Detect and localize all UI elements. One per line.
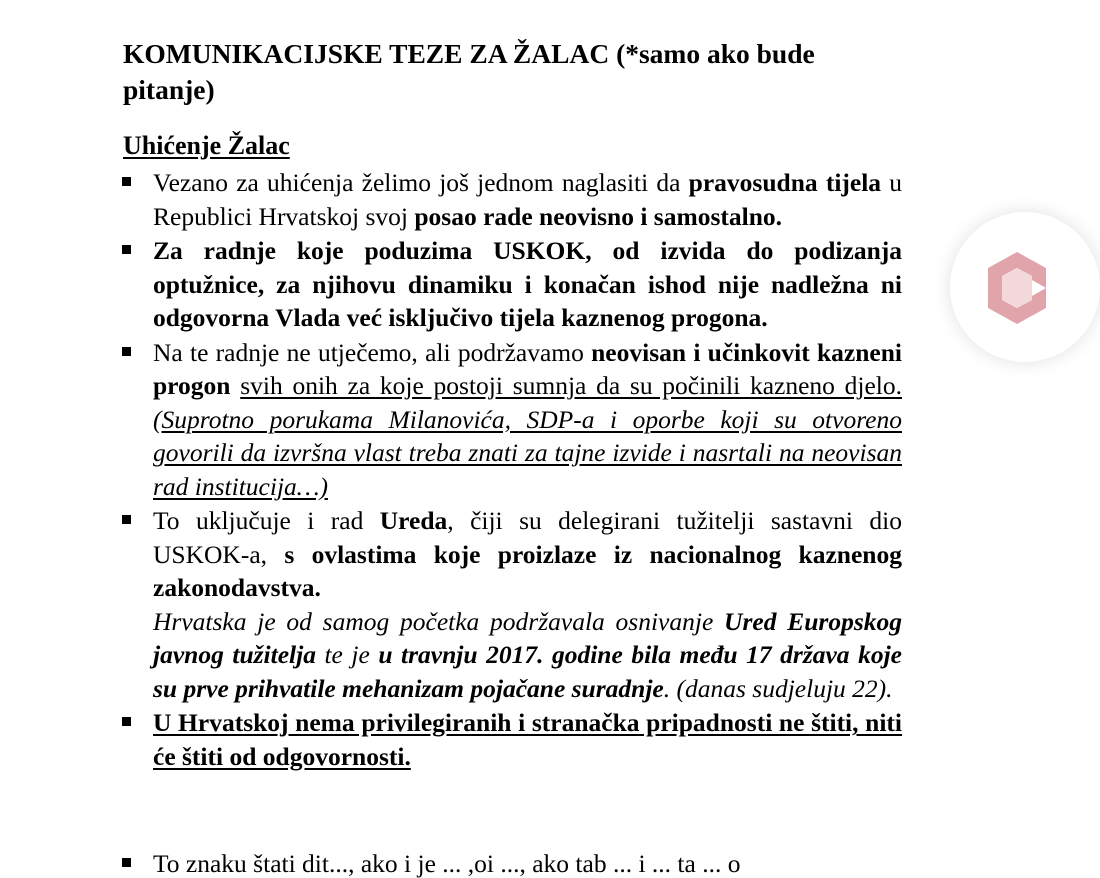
item-text: [230, 371, 240, 400]
square-bullet-icon: [122, 858, 131, 867]
item-text-bold: posao rade neovisno i samostalno.: [414, 201, 783, 231]
list-item: [122, 166, 902, 233]
item-text-bold: pravosudna tijela: [688, 168, 882, 197]
square-bullet-icon: [122, 245, 131, 254]
square-bullet-icon: [122, 515, 131, 524]
square-bullet-icon: [122, 347, 131, 356]
extra-text: Hrvatska je od samog početka podržavala osnivanje: [153, 606, 725, 636]
floating-app-logo-icon[interactable]: [950, 212, 1100, 362]
document-title: KOMUNIKACIJSKE TEZE ZA ŽALAC (*samo ako bude pitanje): [123, 38, 815, 105]
list-item: [122, 504, 902, 705]
bullet-list: [122, 166, 902, 774]
list-item: [122, 234, 902, 335]
item-text: u Republici Hrvatskoj svoj: [153, 168, 903, 231]
item-text-bold: Za radnje koje poduzima USKOK, od izvida do podizanja optužnice, za njihovu dinamiku i konačan ishod nije nadležna ni odgovorna Vlada već isključivo tijela kaznenog progona.: [153, 236, 902, 332]
item-text: , čiji su delegirani tužitelji sastavni dio USKOK-a,: [153, 506, 902, 569]
item-extra-paragraph: [153, 605, 902, 706]
item-text-italic-underlined: (Suprotno porukama Milanovića, SDP-a i oporbe koji su otvoreno govorili da izvršna vlast treba znati za tajne izvide i nasrtali na neovisan rad institucija…): [153, 404, 902, 501]
extra-text: te je: [315, 640, 379, 669]
square-bullet-icon: [122, 717, 131, 726]
extra-text: . (danas sudjeluju 22).: [663, 673, 893, 703]
section-heading: Uhićenje Žalac: [123, 131, 290, 160]
item-text-bold: neovisan i učinkovit kazneni progon: [153, 337, 902, 400]
item-text: To uključuje i rad: [153, 506, 380, 535]
cut-off-text: To znaku štati dit..., ako i je ... ,oi ..., ako tab ... i ... ta ... o: [153, 849, 741, 878]
extra-text-bold: u travnju 2017. godine bila među 17 država koje su prve prihvatile mehanizam pojačane suradnje: [153, 640, 902, 703]
extra-text-bold: Ured Europskog javnog tužitelja: [153, 606, 902, 669]
item-text-underlined: svih onih za koje postoji sumnja da su počinili kazneno djelo.: [240, 371, 902, 400]
cut-off-list-item: [122, 849, 902, 878]
item-text: Vezano za uhićenja želimo još jednom naglasiti da: [153, 168, 689, 197]
item-text-bold: s ovlastima koje proizlaze iz nacionalnog kaznenog zakonodavstva.: [153, 539, 902, 602]
item-text-bold: Ureda: [379, 506, 448, 535]
logo-glyph-icon: [982, 248, 1052, 328]
square-bullet-icon: [122, 177, 131, 186]
item-text-bold-underlined: U Hrvatskoj nema privilegiranih i stranačka pripadnosti ne štiti, niti će štiti od odgovornosti.: [153, 708, 902, 771]
list-item: [122, 336, 902, 504]
list-item: [122, 706, 902, 773]
item-text: Na te radnje ne utječemo, ali podržavamo: [153, 337, 592, 367]
